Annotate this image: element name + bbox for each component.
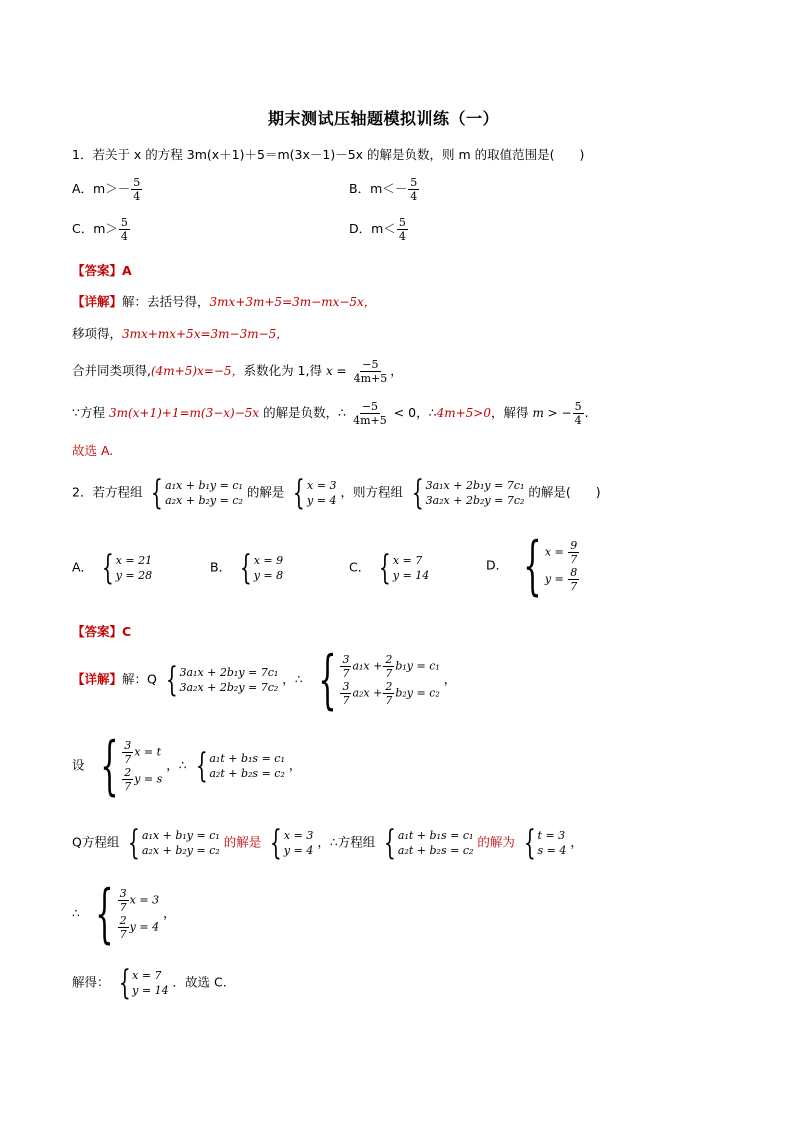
solution-1: { x = 3 y = 4 xyxy=(293,473,337,513)
option-label: A．m＞－ xyxy=(72,181,131,196)
detail-tag: 【详解】 xyxy=(72,294,123,309)
result-fraction: $\frac{5}{4}$ xyxy=(574,400,582,427)
q2-option-c: C． { x = 7 y = 14 xyxy=(349,548,430,588)
q1-option-a xyxy=(72,176,143,203)
option-label: C．m＞ xyxy=(72,221,118,236)
q2-option-d: D． { x = $\frac{9}{7}$ y = $\frac{8}{7}$ xyxy=(486,529,578,603)
page-title: 期末测试压轴题模拟训练（一） xyxy=(268,109,500,128)
q2-detail-final: ∴ { $\frac{3}{7}$ x = 3 $\frac{2}{7}$ y = 4 ， xyxy=(72,877,176,951)
q2-answer: 【答案】C xyxy=(72,624,132,639)
q1-detail-line3: 合并同类项得,(4m+5)x=−5，系数化为 1,得 x = $\frac{-5}{4m+5}$ ， xyxy=(72,358,403,385)
q1-detail-line4: ∵方程 3m(x+1)+1=m(3−x)−5x 的解是负数，∴ $\frac{-5}{4m+5}$ < 0，∴4m+5>0，解得 m > − $\frac{5}{4}$ . xyxy=(72,400,589,427)
q1-option-b xyxy=(349,176,420,203)
q1-detail-line2: 移项得，3mx+mx+5x=3m−3m−5， xyxy=(72,326,289,341)
option-label: B．m＜－ xyxy=(349,181,408,196)
option-fraction: $\frac{5}{4}$ xyxy=(398,216,406,243)
q2-stem: 2．若方程组 { a₁x + b₁y = c₁ a₂x + b₂y = c₂ 的解是 { x = 3 y = 4 ，则方程组 { 3a₁x + 2b₁y = 7c₁ 3a₂x + 2b₂y = 7c₂ 的解是( ) xyxy=(72,473,601,513)
q1-answer: 【答案】A xyxy=(72,263,132,278)
system-2: { 3a₁x + 2b₁y = 7c₁ 3a₂x + 2b₂y = 7c₂ xyxy=(411,473,525,513)
q2-detail-q-line: Q方程组 { a₁x + b₁y = c₁ a₂x + b₂y = c₂ 的解是 { x = 3 y = 4 ，∴方程组 { a₁t + b₁s = c₁ a₂t + b₂s = c₂ 的解为 { t = 3 s = 4 ， xyxy=(72,823,583,863)
q2-option-a: A． { x = 21 y = 28 xyxy=(72,548,153,588)
q1-choose: 故选 A. xyxy=(72,443,114,458)
q2-detail-line1: 【详解】解：Q { 3a₁x + 2b₁y = 7c₁ 3a₂x + 2b₂y = 7c₂ ，∴ { $\frac{3}{7}$ a₁x + $\frac{2}{7}$ b₁y = c₁ $\frac{3}{7}$ a₂x + $\frac{2}{7}$ b₂y = c₂ ， xyxy=(72,643,457,717)
option-fraction: $\frac{5}{4}$ xyxy=(410,176,418,203)
q2-solve-line: 解得： { x = 7 y = 14 ．故选 C. xyxy=(72,963,227,1003)
q1-option-c xyxy=(72,216,131,243)
q2-detail-let: 设 { $\frac{3}{7}$ x = t $\frac{2}{7}$ y = s ，∴ { a₁t + b₁s = c₁ a₂t + b₂s = c₂ ， xyxy=(72,729,302,803)
q1-detail-line1: 【详解】解：去括号得，3mx+3m+5=3m−mx−5x， xyxy=(72,294,376,309)
step4-fraction: $\frac{-5}{4m+5}$ xyxy=(353,400,387,427)
q1-option-d xyxy=(349,216,409,243)
step3-fraction: $\frac{-5}{4m+5}$ xyxy=(353,358,388,385)
q2-option-b: B． { x = 9 y = 8 xyxy=(210,548,284,588)
option-label: D．m＜ xyxy=(349,221,396,236)
q1-stem: 1．若关于 x 的方程 3m(x＋1)＋5＝m(3x－1)－5x 的解是负数，则 m 的取值范围是( ) xyxy=(72,147,585,162)
option-fraction: $\frac{5}{4}$ xyxy=(120,216,128,243)
system-1: { a₁x + b₁y = c₁ a₂x + b₂y = c₂ xyxy=(151,473,243,513)
option-fraction: $\frac{5}{4}$ xyxy=(133,176,141,203)
